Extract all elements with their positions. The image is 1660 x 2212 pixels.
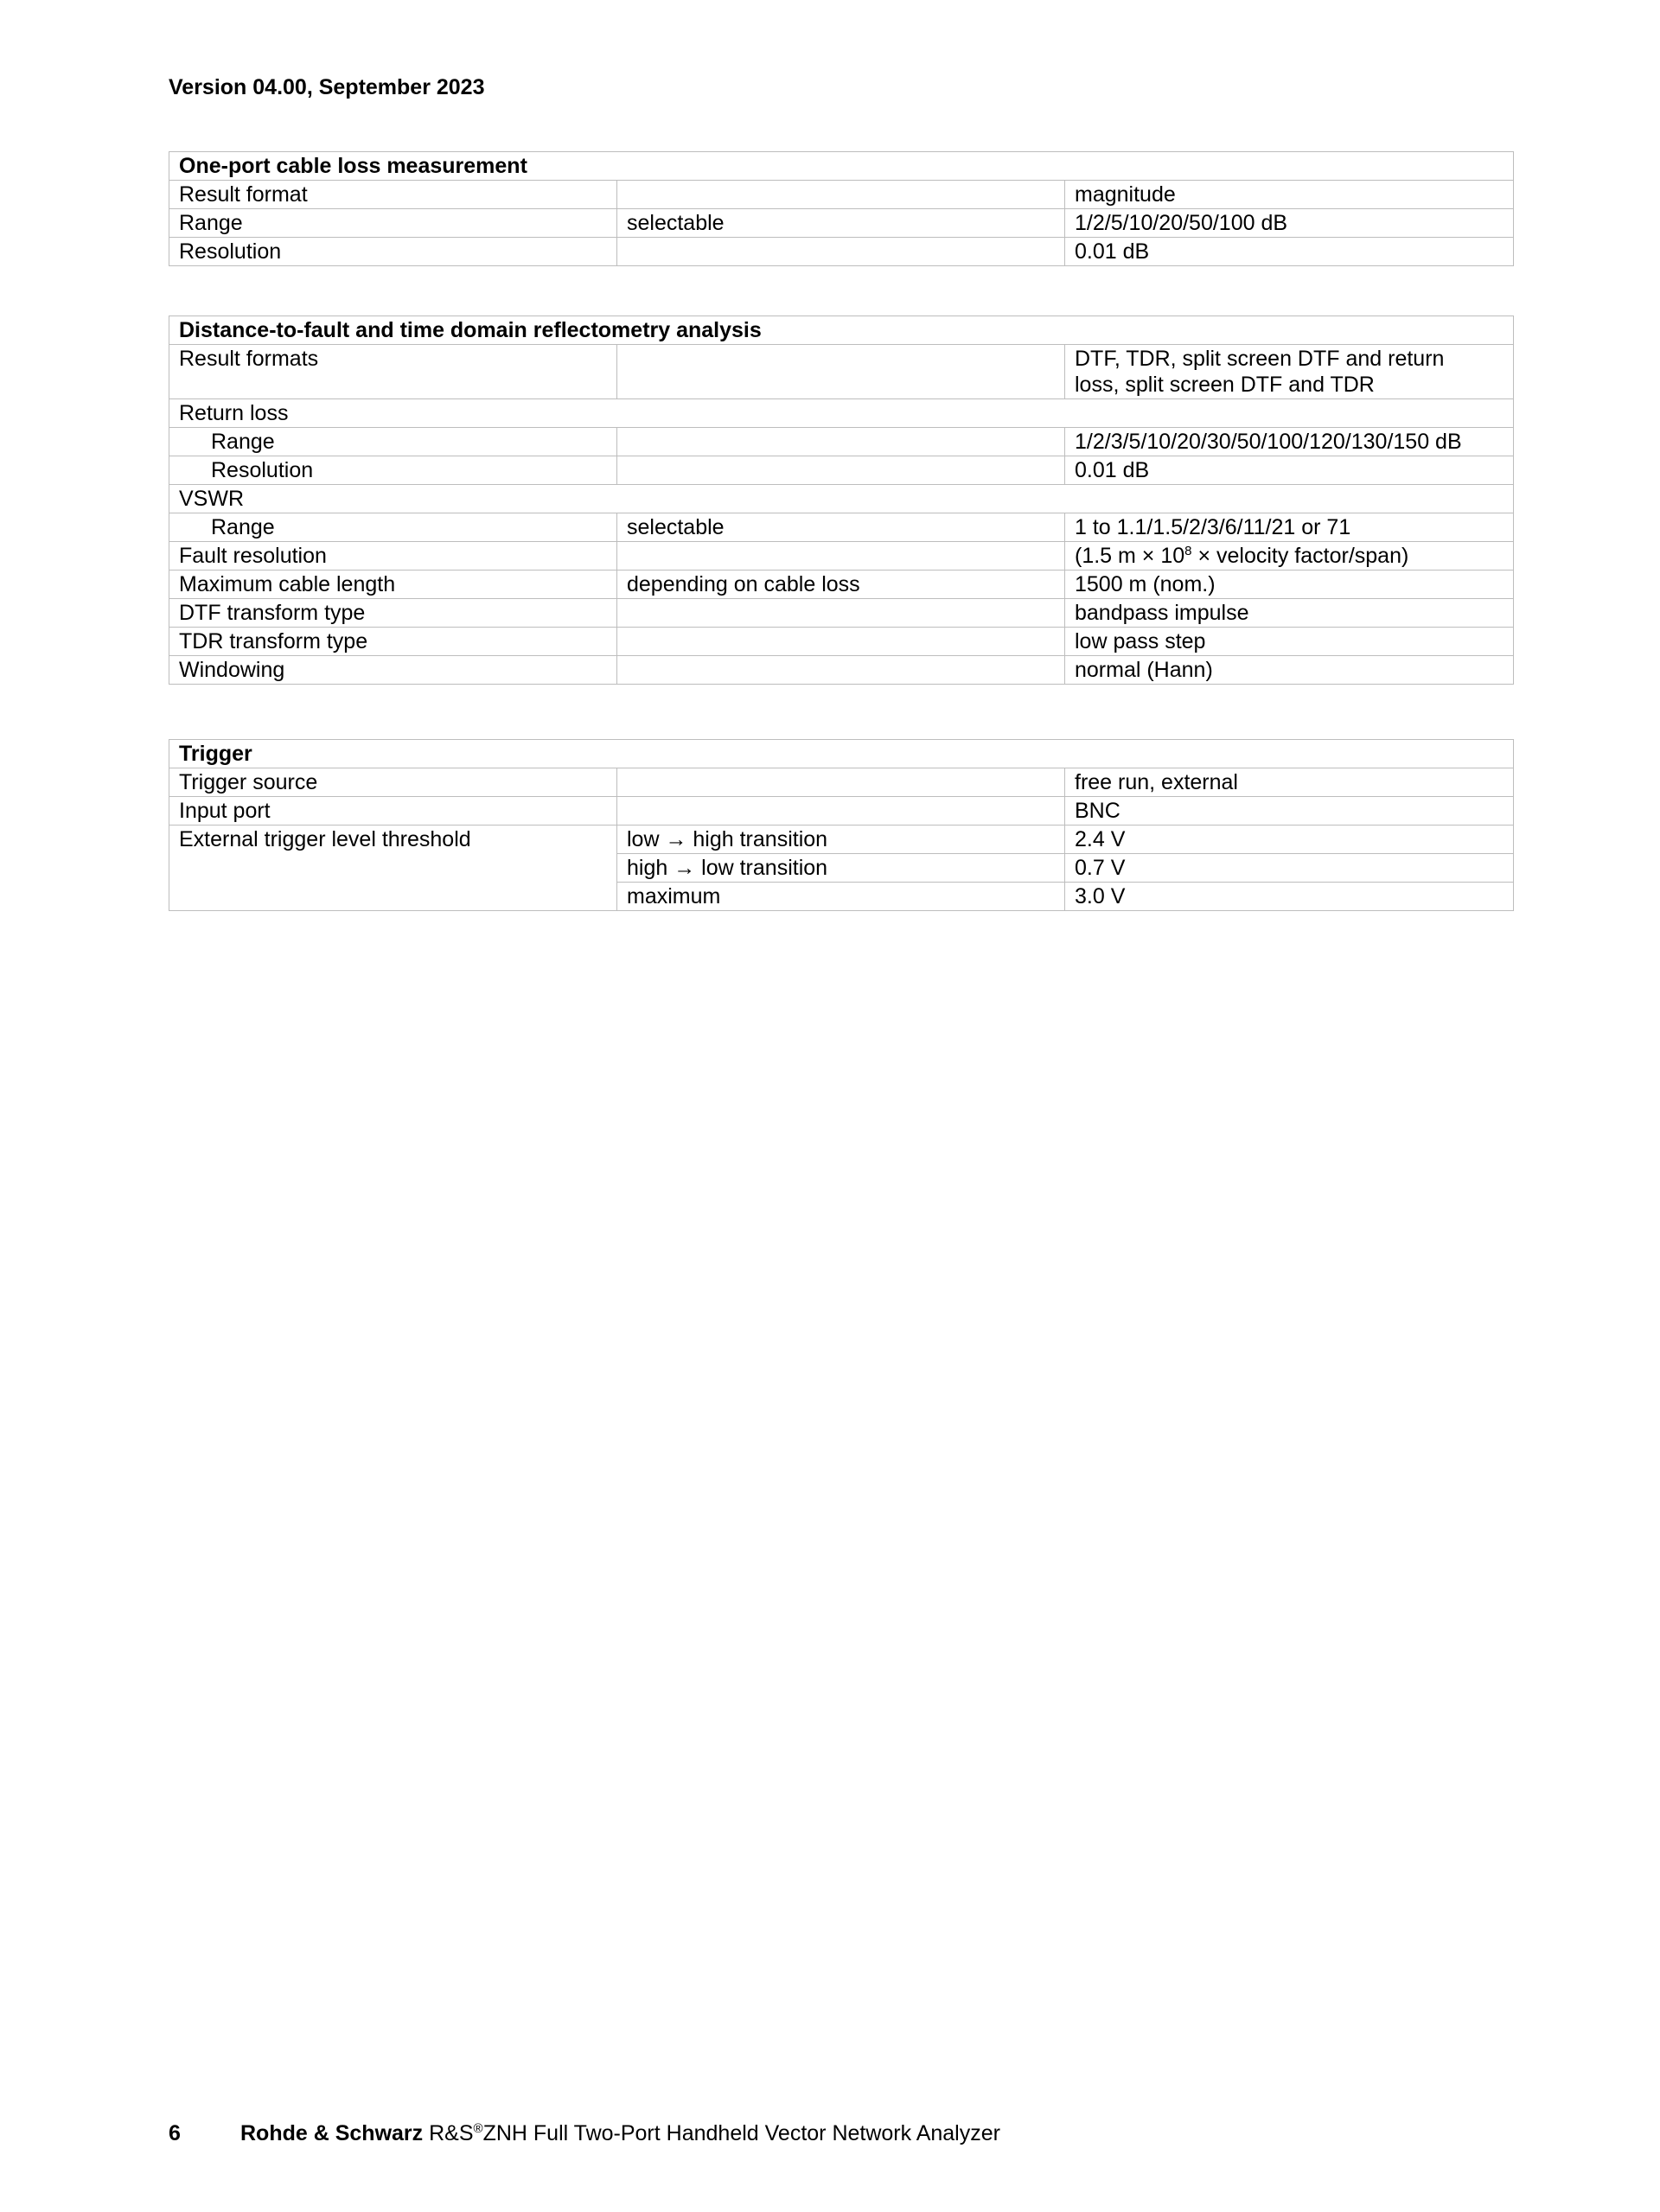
- spec-value: 2.4 V: [1065, 826, 1514, 854]
- table-row: [169, 513, 1514, 542]
- page-footer: [169, 2120, 1000, 2146]
- spec-value: 1500 m (nom.): [1065, 571, 1514, 599]
- table-row: [169, 542, 1514, 571]
- spec-value: 1 to 1.1/1.5/2/3/6/11/21 or 71: [1065, 513, 1514, 542]
- page-number: 6: [169, 2121, 181, 2145]
- table-row: [169, 656, 1514, 685]
- company-name: Rohde & Schwarz: [240, 2121, 424, 2145]
- section-title: Trigger: [169, 740, 1514, 768]
- table-title-row: [169, 740, 1514, 768]
- table-row: [169, 428, 1514, 456]
- spec-value: 3.0 V: [1065, 883, 1514, 911]
- product-prefix: R&S: [429, 2121, 474, 2145]
- spec-label: Resolution: [169, 238, 617, 266]
- section-title: One-port cable loss measurement: [169, 152, 1514, 181]
- superscript-exponent: 8: [1184, 544, 1192, 558]
- spec-value: magnitude: [1065, 181, 1514, 209]
- spec-condition: depending on cable loss: [617, 571, 1065, 599]
- spec-condition: maximum: [617, 883, 1065, 911]
- spec-value: 0.01 dB: [1065, 238, 1514, 266]
- spec-value: free run, external: [1065, 768, 1514, 797]
- spec-condition: [617, 542, 1065, 571]
- table-row: [169, 797, 1514, 826]
- spec-label: Windowing: [169, 656, 617, 685]
- spec-value: [1065, 542, 1514, 571]
- product-name: ZNH Full Two-Port Handheld Vector Network Analyzer: [482, 2121, 1000, 2145]
- spec-value: [1065, 345, 1514, 399]
- table-row: [169, 238, 1514, 266]
- spec-condition: [617, 768, 1065, 797]
- spec-label: Range: [169, 513, 617, 542]
- spec-label: Resolution: [169, 456, 617, 485]
- spec-value: normal (Hann): [1065, 656, 1514, 685]
- spec-label: Range: [169, 209, 617, 238]
- spec-label: Trigger source: [169, 768, 617, 797]
- table-row: [169, 456, 1514, 485]
- table-title-row: [169, 152, 1514, 181]
- table-row: [169, 571, 1514, 599]
- table-row: [169, 399, 1514, 428]
- spec-group-label: VSWR: [169, 485, 1514, 513]
- spec-label: Fault resolution: [169, 542, 617, 571]
- spec-value: bandpass impulse: [1065, 599, 1514, 628]
- spec-label: DTF transform type: [169, 599, 617, 628]
- spec-label: Result formats: [169, 345, 617, 399]
- document-version: Version 04.00, September 2023: [169, 75, 485, 99]
- spec-condition: low → high transition: [617, 826, 1065, 854]
- section-title: Distance-to-fault and time domain reflectometry analysis: [169, 316, 1514, 345]
- spec-condition: [617, 456, 1065, 485]
- spec-value-part: × velocity factor/span): [1191, 544, 1409, 568]
- table-row: [169, 485, 1514, 513]
- spec-condition: [617, 797, 1065, 826]
- spec-condition: [617, 628, 1065, 656]
- spec-condition: selectable: [617, 513, 1065, 542]
- spec-condition: [617, 345, 1065, 399]
- spec-condition: [617, 238, 1065, 266]
- spec-label: Maximum cable length: [169, 571, 617, 599]
- spec-condition: [617, 428, 1065, 456]
- spec-condition: [617, 656, 1065, 685]
- spec-condition: [617, 181, 1065, 209]
- spec-value: BNC: [1065, 797, 1514, 826]
- cable-loss-table: [169, 151, 1514, 266]
- table-row: [169, 181, 1514, 209]
- registered-mark: ®: [473, 2121, 483, 2136]
- table-row: [169, 826, 1514, 854]
- spec-label: TDR transform type: [169, 628, 617, 656]
- spec-condition: [617, 599, 1065, 628]
- table-row: [169, 768, 1514, 797]
- spec-label: Result format: [169, 181, 617, 209]
- trigger-table: [169, 739, 1514, 911]
- table-title-row: [169, 316, 1514, 345]
- spec-value: 1/2/5/10/20/50/100 dB: [1065, 209, 1514, 238]
- spec-condition: high → low transition: [617, 854, 1065, 883]
- spec-value-part: (1.5 m × 10: [1075, 544, 1185, 568]
- spec-value: 0.7 V: [1065, 854, 1514, 883]
- spec-value: 1/2/3/5/10/20/30/50/100/120/130/150 dB: [1065, 428, 1514, 456]
- spec-group-label: Return loss: [169, 399, 1514, 428]
- spec-label: External trigger level threshold: [169, 826, 617, 911]
- table-row: [169, 209, 1514, 238]
- table-row: [169, 599, 1514, 628]
- spec-value-line: DTF, TDR, split screen DTF and return: [1075, 347, 1445, 371]
- spec-value-line: loss, split screen DTF and TDR: [1075, 373, 1375, 397]
- spec-condition: selectable: [617, 209, 1065, 238]
- dtf-tdr-table: [169, 316, 1514, 685]
- spec-label: Input port: [169, 797, 617, 826]
- spec-value: 0.01 dB: [1065, 456, 1514, 485]
- spec-label: Range: [169, 428, 617, 456]
- table-row: [169, 628, 1514, 656]
- table-row: [169, 345, 1514, 399]
- spec-value: low pass step: [1065, 628, 1514, 656]
